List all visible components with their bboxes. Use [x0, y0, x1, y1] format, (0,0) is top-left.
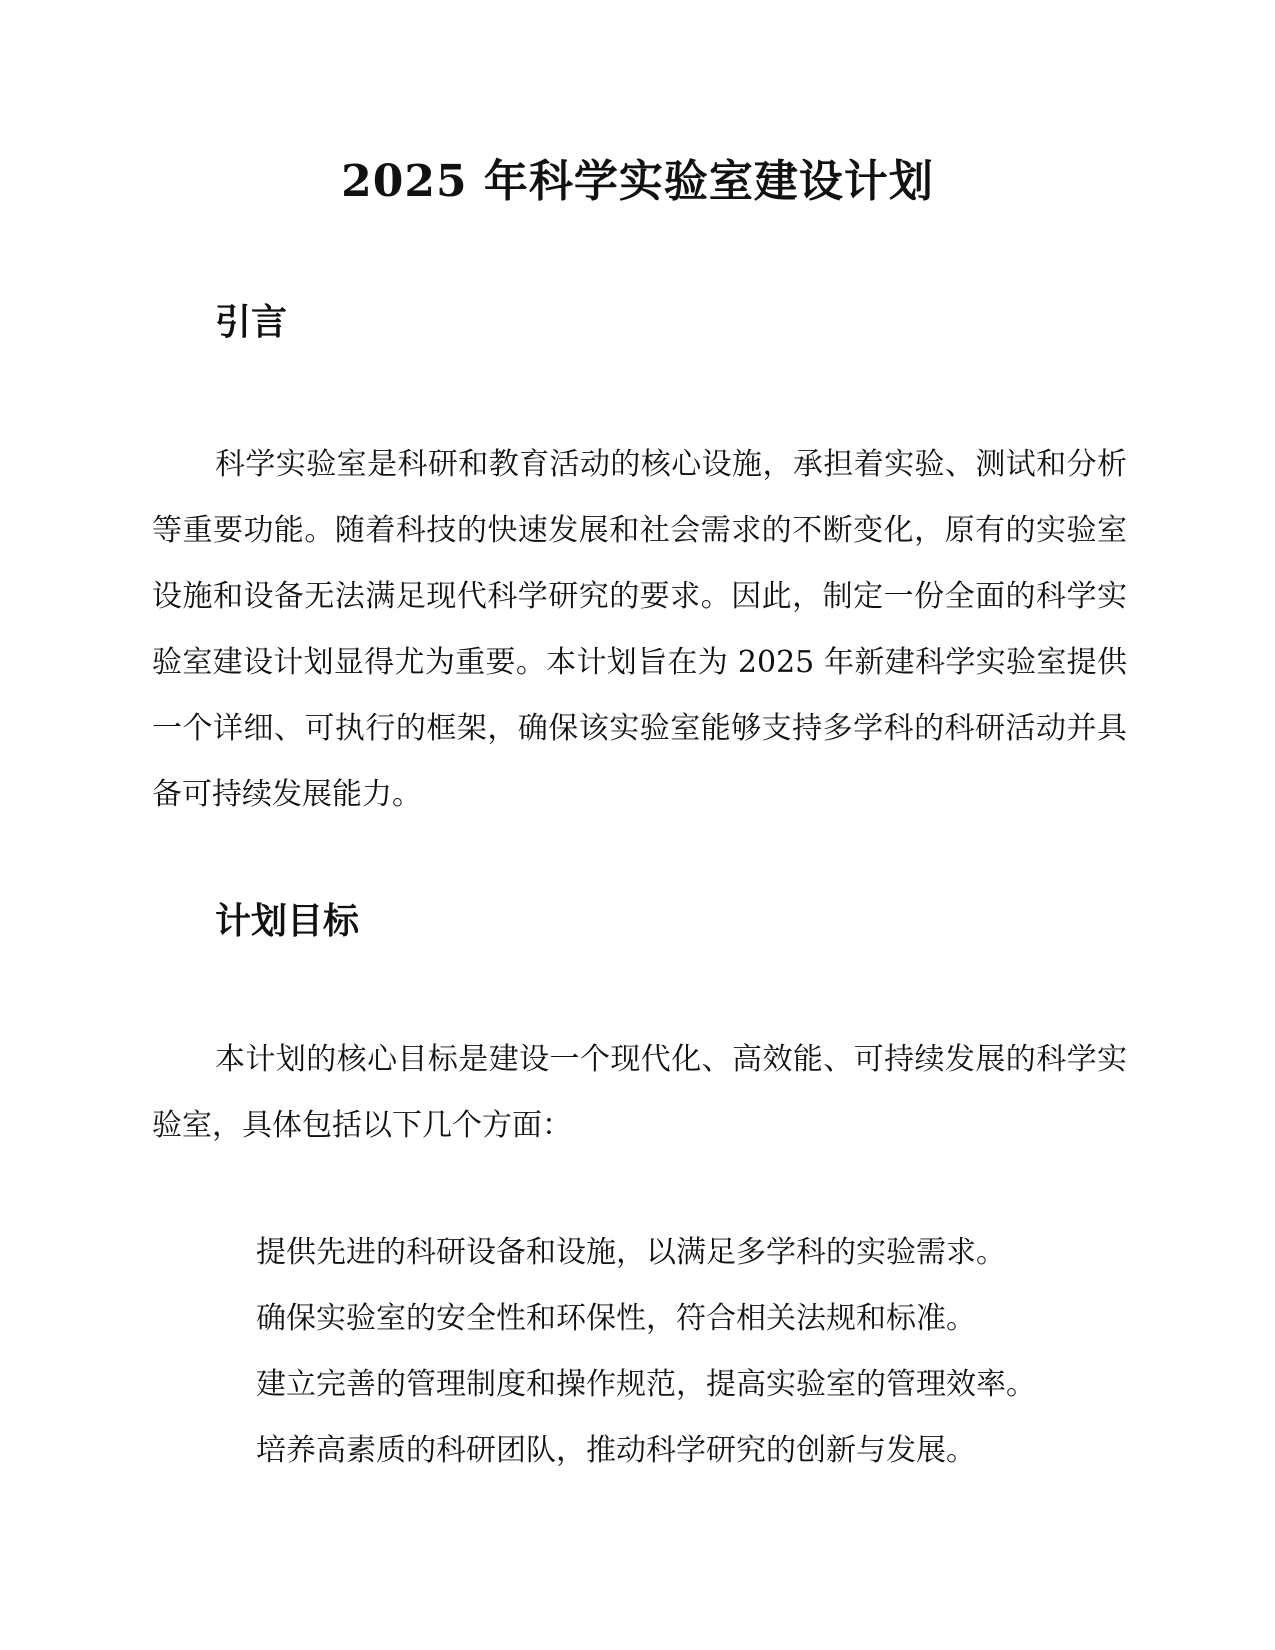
- goals-list: [256, 1220, 1156, 1484]
- plan-goals-paragraph: 本计划的核心目标是建设一个现代化、高效能、可持续发展的科学实验室，具体包括以下几个方面：: [152, 1042, 1127, 1143]
- goal-item: 培养高素质的科研团队，推动科学研究的创新与发展。: [256, 1433, 976, 1468]
- section-heading-plan-goals: 计划目标: [215, 901, 360, 942]
- section-heading-introduction: 引言: [215, 302, 288, 343]
- document-title: 2025 年科学实验室建设计划: [341, 156, 934, 207]
- goal-item: 提供先进的科研设备和设施，以满足多学科的实验需求。: [256, 1235, 1006, 1270]
- introduction-paragraph: 科学实验室是科研和教育活动的核心设施，承担着实验、测试和分析等重要功能。随着科技的快速发展和社会需求的不断变化，原有的实验室设施和设备无法满足现代科学研究的要求。因此，制定一份全面的科学实验室建设计划显得尤为重要。本计划旨在为 2025 年新建科学实验室提供一个详细、可执行的框架，确保该实验室能够支持多学科的科研活动并具备可持续发展能力。: [152, 447, 1127, 812]
- goal-item: 确保实验室的安全性和环保性，符合相关法规和标准。: [256, 1301, 976, 1336]
- goal-item: 建立完善的管理制度和操作规范，提高实验室的管理效率。: [256, 1367, 1036, 1402]
